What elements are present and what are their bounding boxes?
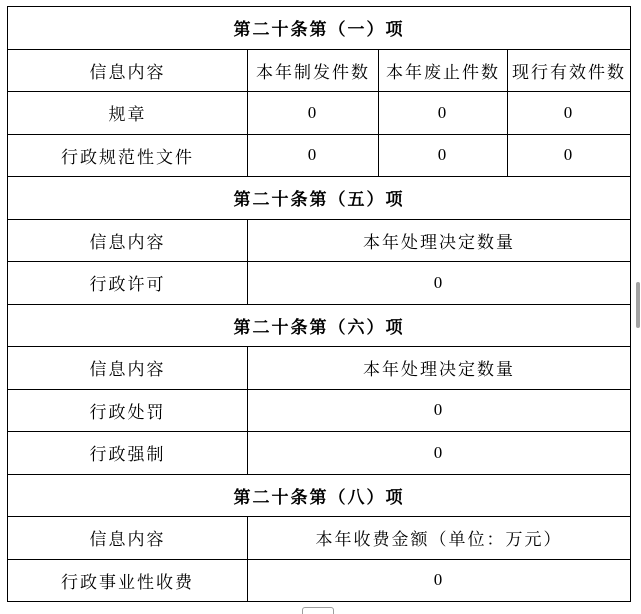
- row-label-admin-license: 行政许可: [8, 262, 248, 305]
- table-row: [8, 262, 631, 305]
- row-label-admin-fees: 行政事业性收费: [8, 559, 248, 602]
- section-1-title-row: [8, 7, 631, 50]
- cell-value: 0: [508, 92, 631, 135]
- section-3-title-row: [8, 304, 631, 347]
- section-1-col-header-repealed: 本年废止件数: [379, 49, 508, 92]
- section-4-col-header-fees: 本年收费金额（单位：万元）: [248, 517, 631, 560]
- section-2-title-row: [8, 177, 631, 220]
- cell-value: 0: [248, 92, 379, 135]
- section-3-col-header-decisions: 本年处理决定数量: [248, 347, 631, 390]
- section-1-col-header-valid: 现行有效件数: [508, 49, 631, 92]
- cell-value: 0: [379, 134, 508, 177]
- table-row: [8, 432, 631, 475]
- section-1-title: 第二十条第（一）项: [8, 7, 631, 50]
- section-4-col-header-content: 信息内容: [8, 517, 248, 560]
- section-4-title: 第二十条第（八）项: [8, 474, 631, 517]
- report-table: [7, 6, 631, 602]
- row-label-admin-penalty: 行政处罚: [8, 389, 248, 432]
- section-2-col-header-decisions: 本年处理决定数量: [248, 219, 631, 262]
- row-label-normative-documents: 行政规范性文件: [8, 134, 248, 177]
- cell-value: 0: [248, 432, 631, 475]
- section-3-col-header-content: 信息内容: [8, 347, 248, 390]
- section-4-title-row: [8, 474, 631, 517]
- table-row: [8, 389, 631, 432]
- cell-value: 0: [508, 134, 631, 177]
- row-label-admin-coercion: 行政强制: [8, 432, 248, 475]
- section-1-col-header-issued: 本年制发件数: [248, 49, 379, 92]
- section-3-title: 第二十条第（六）项: [8, 304, 631, 347]
- section-3-header-row: [8, 347, 631, 390]
- table-row: [8, 559, 631, 602]
- partial-button[interactable]: [302, 607, 334, 614]
- table-row: [8, 92, 631, 135]
- section-2-col-header-content: 信息内容: [8, 219, 248, 262]
- section-1-header-row: [8, 49, 631, 92]
- cell-value: 0: [379, 92, 508, 135]
- cell-value: 0: [248, 134, 379, 177]
- table-row: [8, 134, 631, 177]
- cell-value: 0: [248, 389, 631, 432]
- cell-value: 0: [248, 559, 631, 602]
- section-4-header-row: [8, 517, 631, 560]
- section-2-title: 第二十条第（五）项: [8, 177, 631, 220]
- section-2-header-row: [8, 219, 631, 262]
- scrollbar-thumb[interactable]: [636, 282, 640, 328]
- row-label-rules: 规章: [8, 92, 248, 135]
- section-1-col-header-content: 信息内容: [8, 49, 248, 92]
- cell-value: 0: [248, 262, 631, 305]
